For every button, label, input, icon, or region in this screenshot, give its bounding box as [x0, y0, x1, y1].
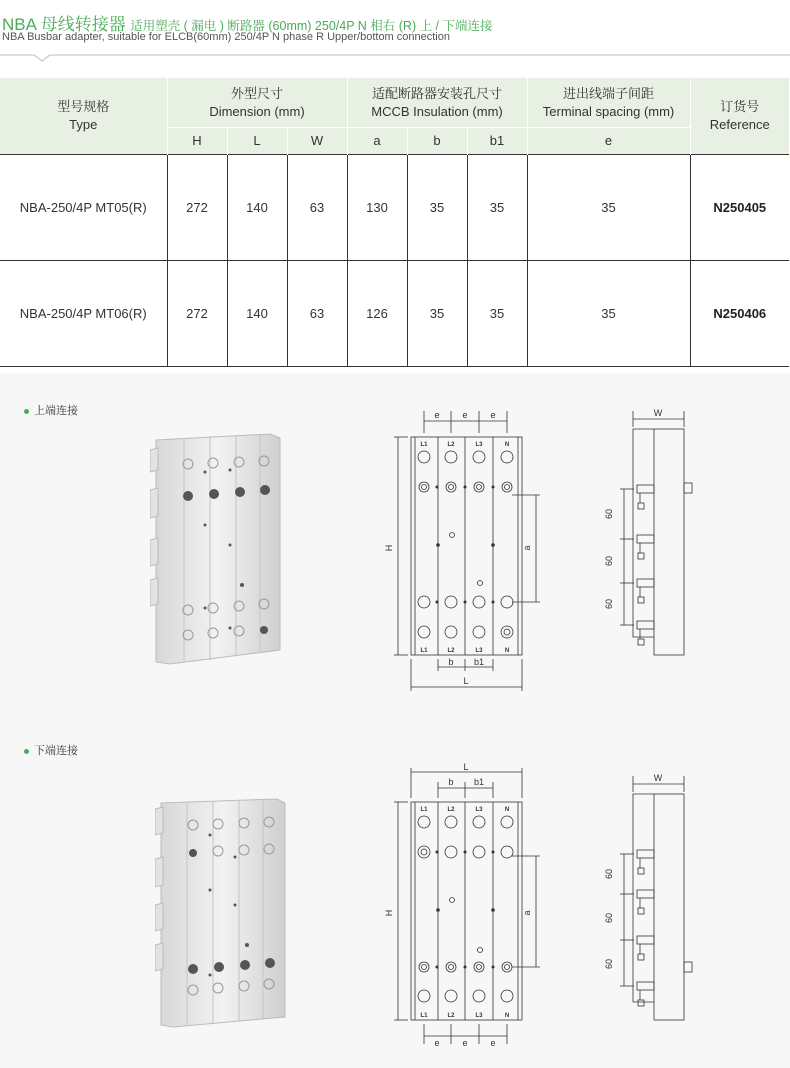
upper-product-illustration — [150, 430, 285, 670]
dim-a: a — [522, 545, 532, 551]
dim-60-3: 60 — [604, 598, 614, 610]
header-dimension-en: Dimension (mm) — [209, 103, 305, 119]
lower-product-illustration — [155, 795, 290, 1030]
page-subtitle: NBA Busbar adapter, suitable for ELCB(60mm) 250/4P N phase R Upper/bottom connection — [2, 31, 450, 43]
upper-front-drawing — [380, 405, 550, 695]
title-divider — [0, 48, 790, 62]
phase-N-bottom: N — [504, 1013, 510, 1019]
phase-L1-bottom: L1 — [420, 648, 428, 654]
dim-e-1: e — [434, 410, 440, 420]
cell-W: 63 — [287, 261, 347, 367]
subheader-b1: b1 — [467, 128, 527, 155]
dim-a: a — [522, 910, 532, 916]
phase-N-bottom: N — [504, 648, 510, 654]
phase-L2-bottom: L2 — [447, 648, 455, 654]
dim-60-1: 60 — [604, 868, 614, 880]
dim-b: b — [448, 777, 454, 787]
lower-front-drawing — [380, 760, 550, 1050]
section-lower-text: 下端连接 — [34, 745, 78, 757]
dim-H: H — [384, 544, 394, 552]
dim-60-1: 60 — [604, 508, 614, 520]
cell-type: NBA-250/4P MT05(R) — [0, 155, 167, 261]
phase-L3-bottom: L3 — [475, 648, 483, 654]
header-terminal — [527, 78, 690, 128]
phase-L1-top: L1 — [420, 807, 428, 813]
dim-W: W — [653, 773, 663, 783]
cell-e: 35 — [527, 261, 690, 367]
dim-e-3: e — [490, 1038, 496, 1048]
upper-side-drawing — [600, 405, 700, 665]
phase-N-top: N — [504, 807, 510, 813]
phase-L2-top: L2 — [447, 807, 455, 813]
section-upper-text: 上端连接 — [34, 405, 78, 417]
table-row — [0, 261, 789, 367]
header-type-en: Type — [69, 117, 98, 132]
cell-b: 35 — [407, 155, 467, 261]
dim-W: W — [653, 408, 663, 418]
lower-side-drawing — [600, 770, 700, 1030]
dim-60-2: 60 — [604, 555, 614, 567]
cell-a: 126 — [347, 261, 407, 367]
phase-L3-top: L3 — [475, 442, 483, 448]
header-dimension-cn: 外型尺寸 — [230, 85, 283, 101]
dim-e-3: e — [490, 410, 496, 420]
dim-e-2: e — [462, 410, 468, 420]
subheader-L: L — [227, 128, 287, 155]
bullet-dot — [24, 409, 29, 414]
cell-L: 140 — [227, 261, 287, 367]
table-row — [0, 155, 789, 261]
dim-L: L — [463, 762, 469, 772]
phase-L1-bottom: L1 — [420, 1013, 428, 1019]
dim-60-2: 60 — [604, 912, 614, 924]
subheader-W: W — [287, 128, 347, 155]
dim-b1: b1 — [473, 777, 485, 787]
dim-60-3: 60 — [604, 958, 614, 970]
cell-b1: 35 — [467, 261, 527, 367]
header-type-cn: 型号规格 — [57, 99, 110, 114]
header-mccb — [347, 78, 527, 128]
cell-a: 130 — [347, 155, 407, 261]
dim-b: b — [448, 657, 454, 667]
spec-table — [0, 78, 789, 367]
subheader-e: e — [527, 128, 690, 155]
subheader-H: H — [167, 128, 227, 155]
header-mccb-en: MCCB Insulation (mm) — [371, 103, 503, 119]
dim-H: H — [384, 909, 394, 917]
dim-b1: b1 — [473, 657, 485, 667]
section-lower-label — [24, 742, 78, 758]
header-mccb-cn: 适配断路器安装孔尺寸 — [372, 85, 503, 101]
dim-e-1: e — [434, 1038, 440, 1048]
cell-type: NBA-250/4P MT06(R) — [0, 261, 167, 367]
cell-reference: N250406 — [690, 261, 789, 367]
section-upper-label — [24, 402, 78, 418]
cell-W: 63 — [287, 155, 347, 261]
subheader-b: b — [407, 128, 467, 155]
cell-b: 35 — [407, 261, 467, 367]
header-terminal-cn: 进出线端子间距 — [563, 85, 655, 101]
bullet-dot — [24, 749, 29, 754]
header-reference-en: Reference — [709, 117, 770, 132]
phase-N-top: N — [504, 442, 510, 448]
subheader-a: a — [347, 128, 407, 155]
phase-L2-top: L2 — [447, 442, 455, 448]
title-description: 适用塑壳 ( 漏电 ) 断路器 (60mm) 250/4P N 相右 (R) 上 / 下端连接 — [130, 19, 493, 33]
header-dimension — [167, 78, 347, 128]
title-main: NBA 母线转接器 — [2, 15, 126, 34]
dim-L: L — [463, 676, 469, 686]
cell-L: 140 — [227, 155, 287, 261]
header-reference — [690, 78, 789, 155]
phase-L2-bottom: L2 — [447, 1013, 455, 1019]
cell-e: 35 — [527, 155, 690, 261]
cell-H: 272 — [167, 155, 227, 261]
cell-reference: N250405 — [690, 155, 789, 261]
header-terminal-en: Terminal spacing (mm) — [542, 103, 675, 119]
cell-H: 272 — [167, 261, 227, 367]
header-type — [0, 78, 167, 155]
dim-e-2: e — [462, 1038, 468, 1048]
phase-L3-top: L3 — [475, 807, 483, 813]
phase-L1-top: L1 — [420, 442, 428, 448]
cell-b1: 35 — [467, 155, 527, 261]
phase-L3-bottom: L3 — [475, 1013, 483, 1019]
header-reference-cn: 订货号 — [720, 99, 760, 114]
